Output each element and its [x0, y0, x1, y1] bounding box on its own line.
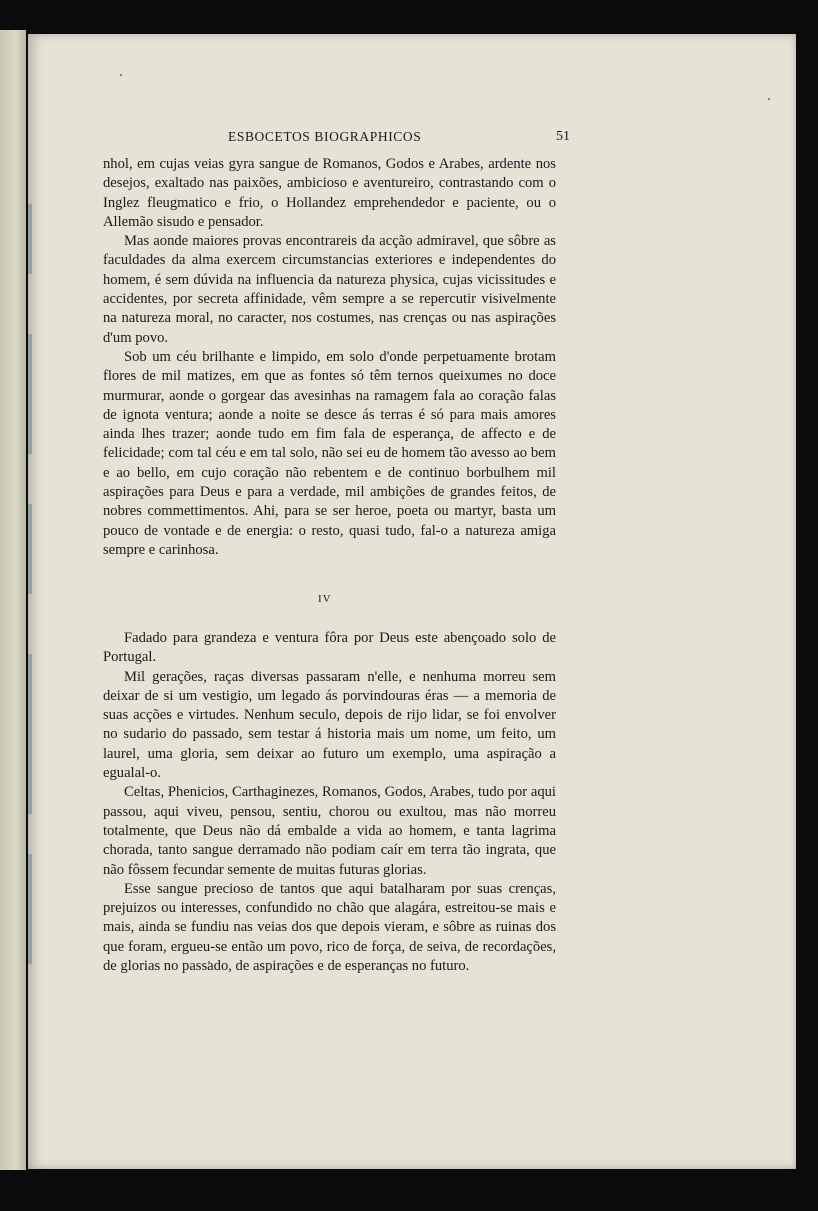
page-edge-shadow: [28, 334, 32, 454]
running-title: ESBOCETOS BIOGRAPHICOS: [228, 129, 422, 144]
running-header: [100, 129, 570, 151]
page-edge-shadow: [28, 204, 32, 274]
paper-speck: [120, 74, 122, 76]
section-heading: IV: [318, 593, 332, 605]
paragraph: Mil gerações, raças diversas passaram n'elle, e nenhuma morreu sem deixar de si um vestigio, um legado ás porvindouras éras — a memoria de suas acções e virtudes. Nenhum seculo, depois de rijo lidar, se foi envolver no sudario do passado, sem testar á historia mais um nome, um feito, um laurel, uma gloria, sem deixar ao futuro um exemplo, uma aspiração a egualal-o.: [103, 668, 556, 782]
page-edge-shadow: [28, 854, 32, 964]
paragraph: Sob um céu brilhante e limpido, em solo d'onde perpetuamente brotam flores de mil matizes, em que as fontes só têm ternos queixumes no doce murmurar, aonde o gorgear das avesinhas na ramagem fala ao coração falas de ignota ventura; aonde a noite se desce ás terras é só para mais amores ainda lhes trazer; aonde tudo em fim fala de esperança, de affecto e de felicidade; com tal céu e em tal solo, não sei eu de homem tão avesso ao bem e ao bello, em cujo coração não rebentem e de continuo borbulhem mil aspirações para Deus e para a verdade, mil ambições de grandes feitos, de nobres commettimentos. Ahi, para se ser heroe, poeta ou martyr, basta um pouco de vontade e de energia: o resto, quasi tudo, fal-o a natureza amiga sempre e carinhosa.: [103, 348, 556, 558]
paragraph: nhol, em cujas veias gyra sangue de Romanos, Godos e Arabes, ardente nos desejos, exaltado nas paixões, ambicioso e aventureiro, contrastando com o Inglez fleugmatico e frio, o Hollandez emprehendedor e paciente, ou o Allemão sisudo e pensador.: [103, 156, 556, 230]
paragraph: Esse sangue precioso de tantos que aqui batalharam por suas crenças, prejuizos ou interesses, confundido no chão que alagára, estreitou-se mais e mais, ainda se fundiu nas veias dos que depois vieram, e sôbre as ruinas dos que foram, ergueu-se então um povo, rico de força, de seiva, de recordações, de glorias no passado, de aspirações e de esperanças no futuro.: [103, 880, 556, 975]
page-edge-shadow: [28, 654, 32, 814]
page-number: 51: [556, 129, 570, 144]
body-text-part-2: [103, 629, 556, 976]
body-text-part-1: [103, 155, 556, 560]
paragraph: Fadado para grandeza e ventura fôra por Deus este abençoado solo de Portugal.: [103, 630, 556, 666]
previous-page-edge: [0, 30, 26, 1170]
paragraph: Mas aonde maiores provas encontrareis da acção admiravel, que sôbre as faculdades da alma exercem circumstancias exteriores e independentes do homem, é sem dúvida na influencia da natureza physica, cujas vicissitudes e accidentes, por secreta affinidade, vêm sempre a se repercutir visivelmente na natureza moral, no caracter, nos costumes, nas crenças ou nas aspirações d'um povo.: [103, 233, 556, 346]
paper-speck: [768, 98, 770, 100]
page-edge-shadow: [28, 504, 32, 594]
paragraph: Celtas, Phenicios, Carthaginezes, Romanos, Godos, Arabes, tudo por aqui passou, aqui viveu, pensou, sentiu, chorou ou exultou, mas não morreu totalmente, que Deus não dá embalde a vida ao homem, e tanta lagrima chorada, tanto sangue derramado não podiam caír em terra tão ingrata, que não fôssem fecundar semente de muitas futuras glorias.: [103, 784, 556, 878]
